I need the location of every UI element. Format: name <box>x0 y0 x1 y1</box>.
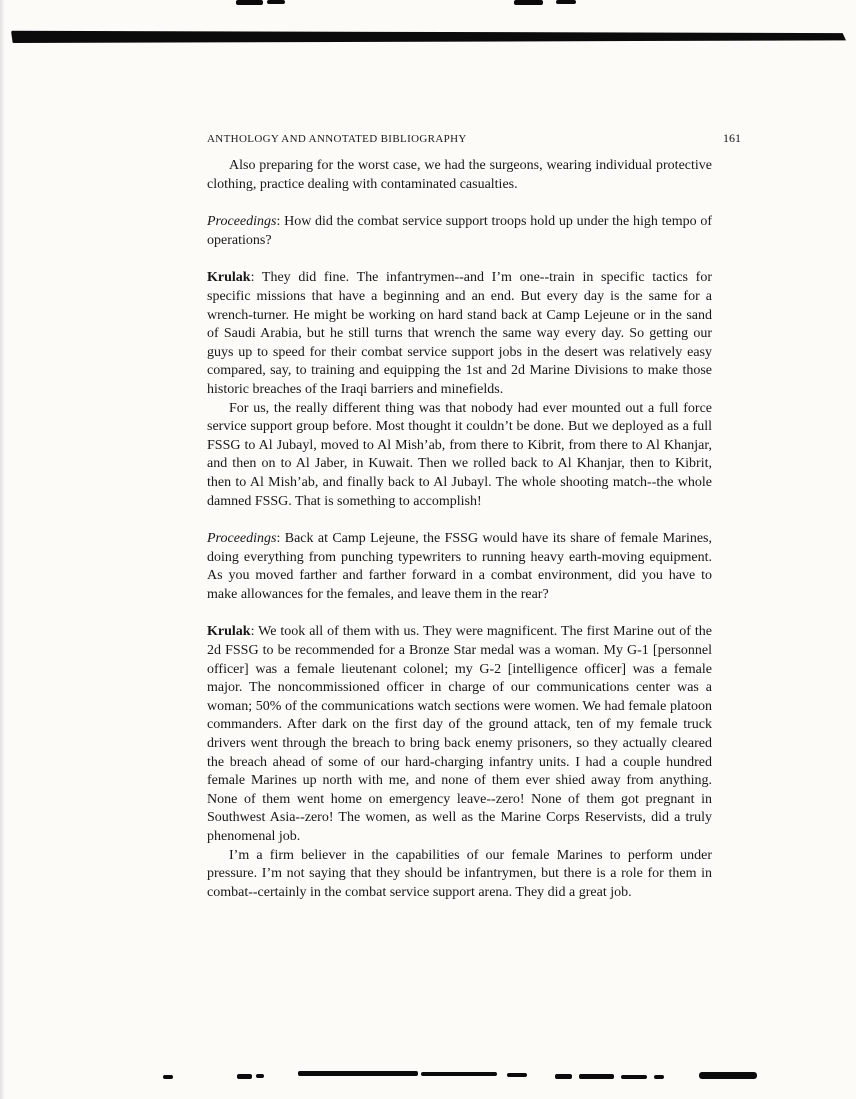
paragraph-answer-1 <box>207 269 712 399</box>
scan-artifact-top-dash <box>267 0 285 4</box>
scan-artifact-bottom-dash <box>298 1071 418 1076</box>
scan-artifact-bottom-dash <box>555 1074 572 1079</box>
scan-artifact-top-dash <box>236 0 263 5</box>
answer-2-text: : We took all of them with us. They were magnificent. The first Marine out of the 2d FSSG to be recommended for a Bronze Star medal was a woman. My G-1 [personnel officer] was a female lieutenant colonel; my G-2 [intelligence officer] was a female major. The noncommissioned officer in charge of our communications center was a woman; 50% of the communications watch sections were women. We had female platoon commanders. After dark on the first day of the ground attack, ten of my female truck drivers went through the breach to bring back enemy prisoners, so they actually cleared the breach ahead of some of our hard-charging infantry units. I had a couple hundred female Marines up north with me, and none of them ever shied away from anything. None of them went home on emergency leave--zero! None of them got pregnant in Southwest Asia--zero! The women, as well as the Marine Corps Reservists, did a truly phenomenal job. <box>207 624 712 844</box>
running-header <box>207 131 741 146</box>
scan-artifact-bottom-dash <box>507 1073 527 1077</box>
paragraph-answer-2-continued: I’m a firm believer in the capabilities of our female Marines to perform under pressure. I’m not saying that they should be infantrymen, but there is a role for them in combat--certainly in the combat service support arena. They did a great job. <box>207 847 712 900</box>
paragraph-answer-1-continued: For us, the really different thing was that nobody had ever mounted out a full force service support group before. Most thought it couldn’t be done. But we deployed as a full FSSG to Al Jubayl, moved to Al Mish’ab, from there to Kibrit, from there to Al Khanjar, and then on to Al Jaber, in Kuwait. Then we rolled back to Al Khanjar, then to Kibrit, then to Al Mish’ab, and finally back to Al Jubayl. The whole shooting match--the whole damned FSSG. That is something to accomplish! <box>207 400 712 509</box>
running-header-title: ANTHOLOGY AND ANNOTATED BIBLIOGRAPHY <box>207 133 467 145</box>
speaker-label-krulak: Krulak <box>207 624 251 640</box>
paragraph-question-1 <box>207 213 712 250</box>
speaker-label-proceedings: Proceedings <box>207 531 277 547</box>
speaker-label-proceedings: Proceedings <box>207 214 277 230</box>
paragraph-question-2 <box>207 530 712 604</box>
question-2-text: : Back at Camp Lejeune, the FSSG would have its share of female Marines, doing everything from punching typewriters to running heavy earth-moving equipment. As you moved farther and farther forward in a combat environment, did you have to make allowances for the females, and leave them in the rear? <box>207 531 712 602</box>
scan-artifact-bottom-dash <box>421 1072 497 1076</box>
scan-artifact-bottom-dash <box>237 1074 252 1079</box>
scan-artifact-bottom-dash <box>621 1075 647 1079</box>
answer-1-text: : They did fine. The infantrymen--and I’m one--train in specific tactics for specific missions that have a beginning and an end. But every day is the same for a wrench-turner. He might be working on hard stand back at Camp Lejeune or in the sand of Saudi Arabia, but he still turns that wrench the same way every day. So getting our guys up to speed for their combat service support jobs in the desert was relatively easy compared, say, to training and equipping the 1st and 2d Marine Divisions to make those historic breaches of the Iraqi barriers and minefields. <box>207 270 712 397</box>
scan-artifact-bottom-dash <box>699 1072 757 1079</box>
scan-artifact-bottom-dash <box>256 1074 264 1078</box>
scan-artifact-bar <box>11 30 846 43</box>
paragraph-answer-2 <box>207 623 712 846</box>
scan-artifact-bottom-dash <box>654 1075 664 1079</box>
scan-artifact-top-dash <box>556 0 576 4</box>
question-1-text: : How did the combat service support troops hold up under the high tempo of operations? <box>207 214 712 248</box>
text-block <box>207 157 712 902</box>
speaker-label-krulak: Krulak <box>207 270 251 286</box>
scan-artifact-bottom-dash <box>163 1075 173 1079</box>
page-number: 161 <box>723 131 741 145</box>
scan-artifact-top-dash <box>514 0 543 5</box>
paragraph-intro: Also preparing for the worst case, we had the surgeons, wearing individual protective clothing, practice dealing with contaminated casualties. <box>207 158 712 192</box>
scan-artifact-bottom-dash <box>579 1074 614 1079</box>
